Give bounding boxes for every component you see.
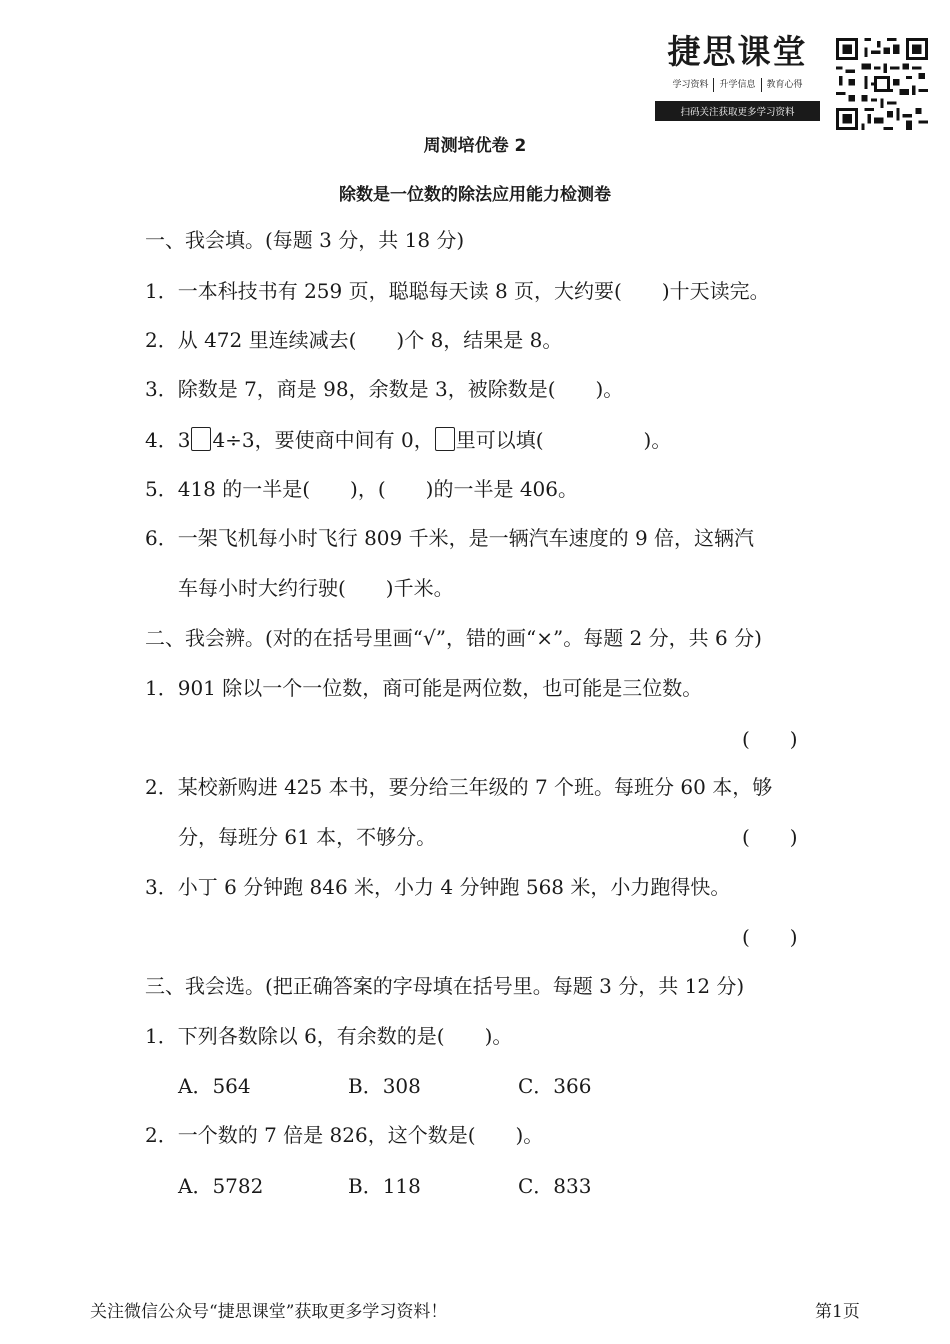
question-text-part: 里可以填( )。	[455, 428, 672, 452]
option-b: B．118	[348, 1174, 421, 1198]
question-text-part: 4．3	[145, 428, 191, 452]
question-text: 1．一本科技书有 259 页，聪聪每天读 8 页，大约要( )十天读完。	[145, 279, 770, 303]
question-text: 分，每班分 61 本，不够分。	[178, 825, 437, 849]
brand-tag: 学习资料	[672, 80, 709, 90]
qr-code-icon	[836, 38, 928, 130]
option-b: B．308	[348, 1074, 421, 1098]
question-text: 2．一个数的 7 倍是 826，这个数是( )。	[145, 1123, 544, 1147]
option-a: A．5782	[178, 1174, 264, 1198]
brand-tag: 教育心得	[761, 78, 808, 92]
footer-note: 关注微信公众号“捷思课堂”获取更多学习资料！	[90, 1302, 448, 1322]
page-title: 周测培优卷 2	[423, 136, 527, 156]
brand-tags	[655, 78, 820, 92]
answer-paren: ( )	[742, 925, 798, 949]
question-text: 3．除数是 7，商是 98，余数是 3，被除数是( )。	[145, 377, 624, 401]
question-text: 车每小时大约行驶( )千米。	[178, 576, 454, 600]
question-text: 1．901 除以一个一位数，商可能是两位数，也可能是三位数。	[145, 676, 703, 700]
page-number: 第1页	[815, 1302, 860, 1322]
answer-paren: ( )	[742, 727, 798, 751]
question-text: 1．下列各数除以 6，有余数的是( )。	[145, 1024, 513, 1048]
question-text: 5．418 的一半是( )，( )的一半是 406。	[145, 477, 578, 501]
brand-block	[655, 30, 820, 121]
question-text-part: 4÷3，要使商中间有 0，	[212, 428, 434, 452]
section-heading: 二、我会辨。(对的在括号里画“√”，错的画“×”。每题 2 分，共 6 分)	[145, 626, 762, 650]
brand-slogan: 扫码关注获取更多学习资料	[655, 101, 820, 121]
section-heading: 三、我会选。(把正确答案的字母填在括号里。每题 3 分，共 12 分)	[145, 974, 745, 998]
blank-box	[435, 427, 455, 451]
page-subtitle: 除数是一位数的除法应用能力检测卷	[339, 185, 611, 205]
question-text	[145, 426, 671, 454]
question-text: 2．从 472 里连续减去( )个 8，结果是 8。	[145, 328, 563, 352]
option-c: C．833	[518, 1174, 592, 1198]
option-a: A．564	[178, 1074, 251, 1098]
option-c: C．366	[518, 1074, 592, 1098]
brand-tag: 升学信息	[713, 78, 760, 92]
brand-name: 捷思课堂	[667, 32, 808, 71]
answer-paren: ( )	[742, 825, 798, 849]
question-text: 3．小丁 6 分钟跑 846 米，小力 4 分钟跑 568 米，小力跑得快。	[145, 875, 731, 899]
question-text: 2．某校新购进 425 本书，要分给三年级的 7 个班。每班分 60 本，够	[145, 775, 773, 799]
question-text: 6．一架飞机每小时飞行 809 千米，是一辆汽车速度的 9 倍，这辆汽	[145, 526, 755, 550]
blank-box	[191, 427, 211, 451]
section-heading: 一、我会填。(每题 3 分，共 18 分)	[145, 228, 465, 252]
